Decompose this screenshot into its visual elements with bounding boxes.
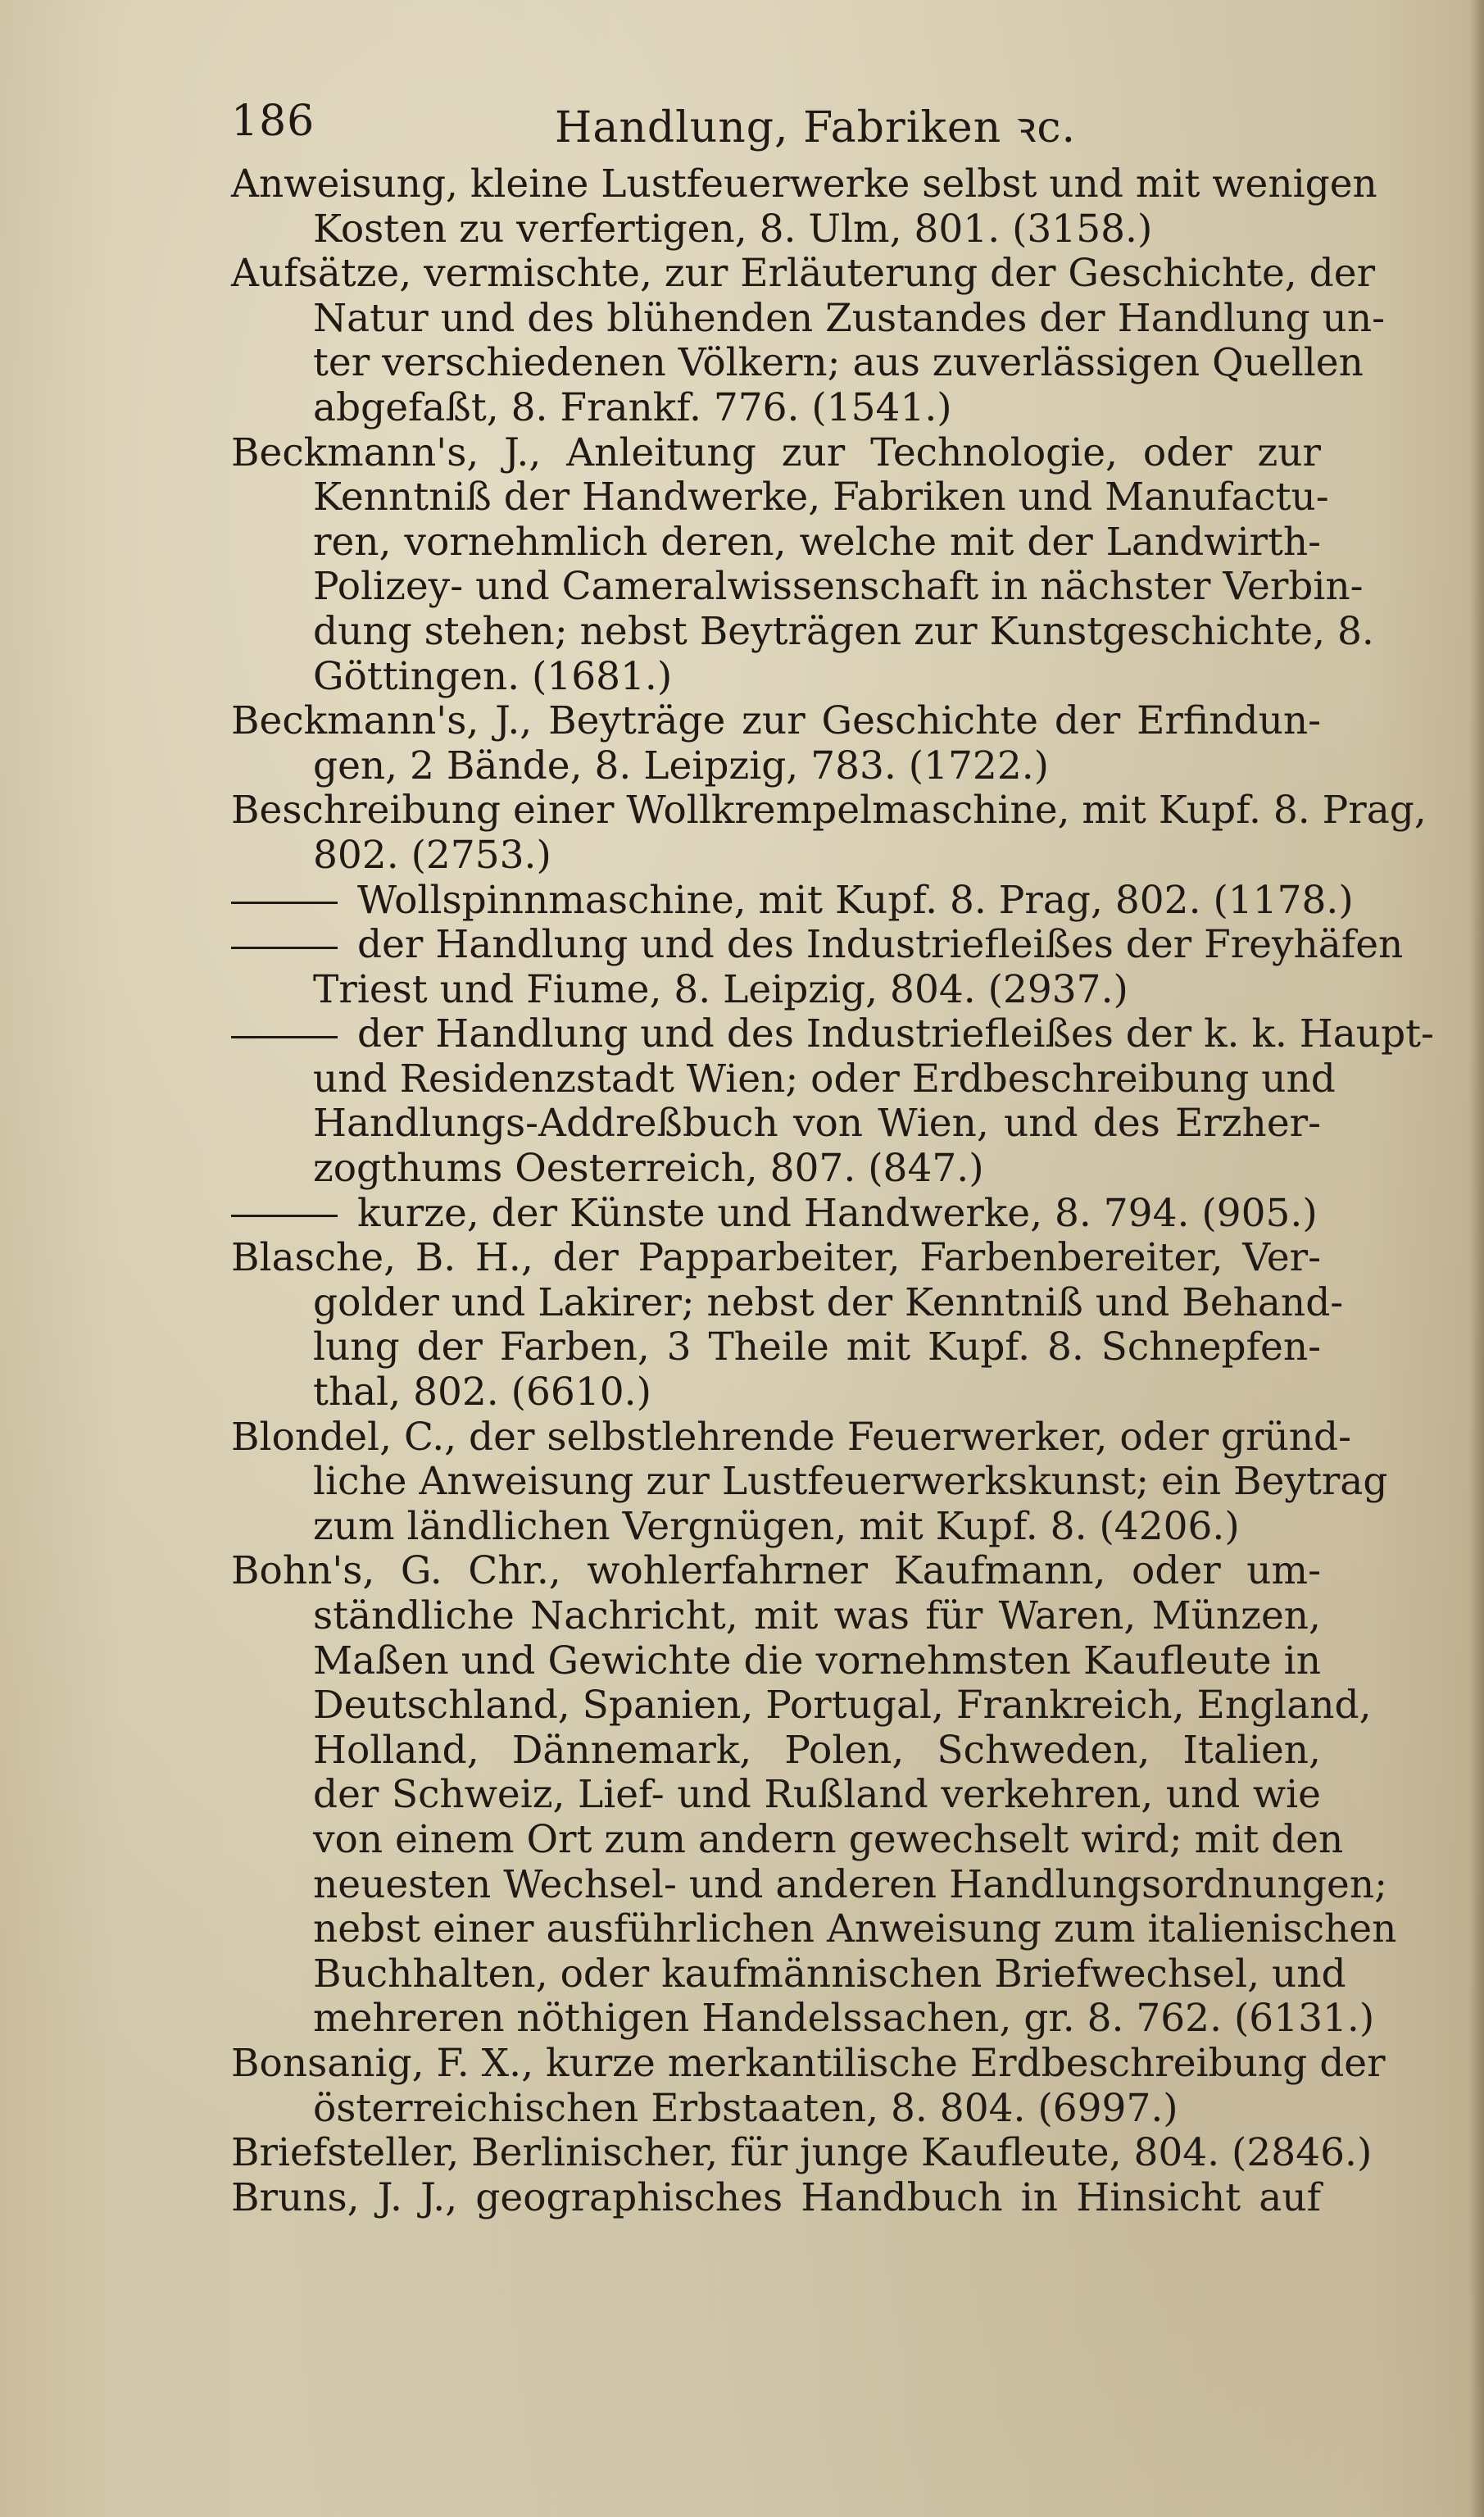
- ditto-dash: [231, 1036, 338, 1038]
- text-line: neuesten Wechsel- und anderen Handlungsordnungen;: [313, 1861, 1387, 1907]
- text-line: Natur und des blühenden Zustandes der Handlung un-: [313, 295, 1385, 341]
- text-line: Handlungs-Addreßbuch von Wien, und des Erzher-: [313, 1101, 1321, 1147]
- text-line: und Residenzstadt Wien; oder Erdbeschreibung und: [313, 1056, 1336, 1102]
- page-edge-shadow: [1469, 0, 1484, 2517]
- text-line: Polizey- und Cameralwissenschaft in nächster Verbin-: [313, 564, 1364, 610]
- running-title: Handlung, Fabriken ꝛc.: [555, 103, 1077, 152]
- text-line: Göttingen. (1681.): [313, 653, 673, 699]
- text-line: Beckmann's, J., Beyträge zur Geschichte der Erfindun-: [231, 698, 1321, 744]
- text-line: thal, 802. (6610.): [313, 1370, 651, 1415]
- text-line: Bohn's, G. Chr., wohlerfahrner Kaufmann, oder um-: [231, 1548, 1321, 1594]
- text-line: von einem Ort zum andern gewechselt wird; mit den: [313, 1816, 1344, 1862]
- text-line: Anweisung, kleine Lustfeuerwerke selbst und mit wenigen: [231, 161, 1377, 207]
- text-line: Blasche, B. H., der Papparbeiter, Farbenbereiter, Ver-: [231, 1235, 1321, 1281]
- page-header: [231, 97, 1077, 154]
- text-line: Holland, Dännemark, Polen, Schweden, Italien,: [313, 1727, 1321, 1773]
- text-line: Bonsanig, F. X., kurze merkantilische Erdbeschreibung der: [231, 2040, 1386, 2086]
- text-line: kurze, der Künste und Handwerke, 8. 794. (905.): [231, 1192, 1321, 1237]
- text-line: Maßen und Gewichte die vornehmsten Kaufleute in: [313, 1638, 1321, 1683]
- ditto-dash: [231, 902, 338, 904]
- text-line: Briefsteller, Berlinischer, für junge Kaufleute, 804. (2846.): [231, 2130, 1373, 2176]
- text-line: Beschreibung einer Wollkrempelmaschine, mit Kupf. 8. Prag,: [231, 788, 1427, 834]
- text-line: zogthums Oesterreich, 807. (847.): [313, 1146, 984, 1192]
- text-line: Kenntniß der Handwerke, Fabriken und Manufactu-: [313, 475, 1329, 520]
- text-line: ständliche Nachricht, mit was für Waren, Münzen,: [313, 1593, 1321, 1638]
- text-line: liche Anweisung zur Lustfeuerwerkskunst; ein Beytrag: [313, 1459, 1388, 1505]
- ditto-dash: [231, 947, 338, 949]
- text-line: Beckmann's, J., Anleitung zur Technologie, oder zur: [231, 429, 1321, 475]
- text-line: der Schweiz, Lief- und Rußland verkehren, und wie: [313, 1772, 1321, 1818]
- text-line: nebst einer ausführlichen Anweisung zum italienischen: [313, 1906, 1397, 1952]
- text-line: lung der Farben, 3 Theile mit Kupf. 8. Schnepfen-: [313, 1324, 1321, 1370]
- text-line: ren, vornehmlich deren, welche mit der Landwirth-: [313, 519, 1321, 565]
- text-line: Blondel, C., der selbstlehrende Feuerwerker, oder gründ-: [231, 1414, 1351, 1460]
- text-line: abgefaßt, 8. Frankf. 776. (1541.): [313, 384, 952, 430]
- text-line: Kosten zu verfertigen, 8. Ulm, 801. (3158.): [313, 206, 1153, 252]
- ditto-dash: [231, 1215, 338, 1217]
- text-line: der Handlung und des Industriefleißes der k. k. Haupt-: [231, 1012, 1321, 1057]
- text-line: österreichischen Erbstaaten, 8. 804. (6997.): [313, 2085, 1178, 2131]
- text-line: ter verschiedenen Völkern; aus zuverlässigen Quellen: [313, 340, 1364, 386]
- page-number: 186: [231, 97, 315, 146]
- text-line: Deutschland, Spanien, Portugal, Frankreich, England,: [313, 1683, 1372, 1729]
- text-line: Bruns, J. J., geographisches Handbuch in Hinsicht auf: [231, 2174, 1321, 2220]
- text-line: dung stehen; nebst Beyträgen zur Kunstgeschichte, 8.: [313, 608, 1374, 654]
- text-line: gen, 2 Bände, 8. Leipzig, 783. (1722.): [313, 743, 1050, 788]
- text-line: der Handlung und des Industriefleißes der Freyhäfen: [231, 923, 1321, 968]
- text-line: Aufsätze, vermischte, zur Erläuterung der Geschichte, der: [231, 251, 1376, 297]
- text-line: zum ländlichen Vergnügen, mit Kupf. 8. (4206.): [313, 1503, 1240, 1549]
- text-line: 802. (2753.): [313, 832, 551, 878]
- text-line: mehreren nöthigen Handelssachen, gr. 8. 762. (6131.): [313, 1996, 1375, 2042]
- bibliography-text: [231, 161, 1434, 2220]
- text-line: Wollspinnmaschine, mit Kupf. 8. Prag, 802. (1178.): [231, 879, 1321, 924]
- text-line: Buchhalten, oder kaufmännischen Briefwechsel, und: [313, 1951, 1346, 1997]
- text-line: Triest und Fiume, 8. Leipzig, 804. (2937.): [313, 966, 1128, 1012]
- text-line: golder und Lakirer; nebst der Kenntniß und Behand-: [313, 1279, 1344, 1325]
